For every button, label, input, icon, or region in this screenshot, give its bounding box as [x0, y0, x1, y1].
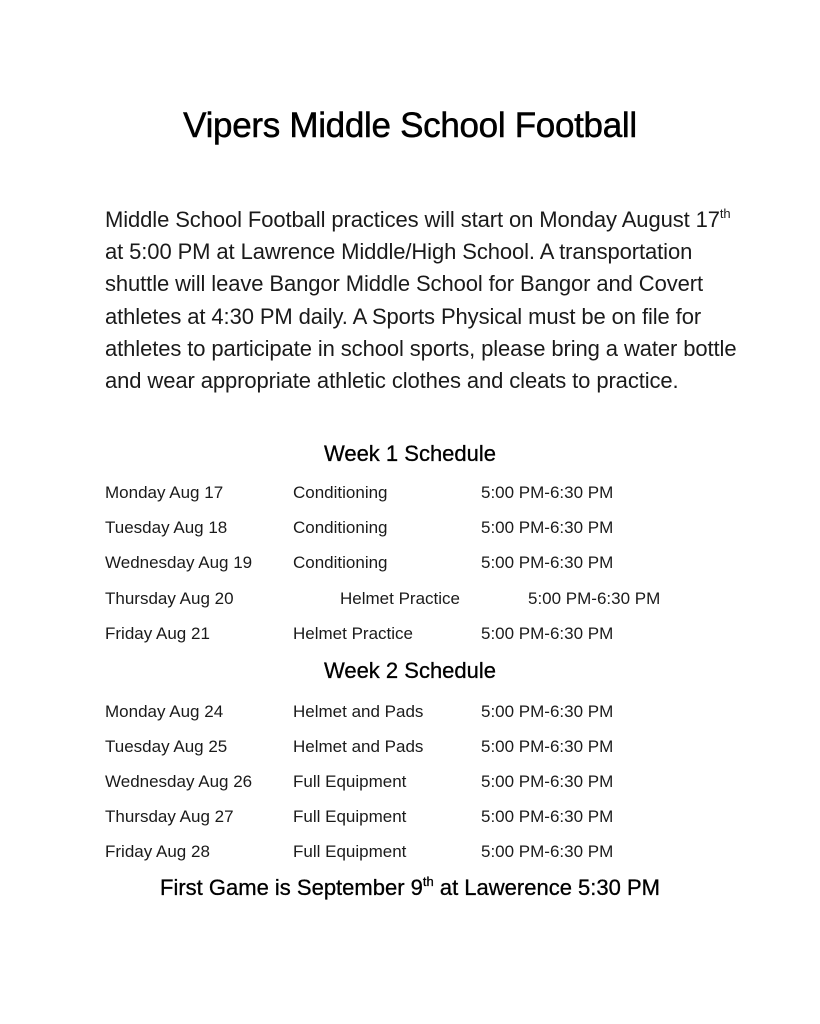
row-day: Wednesday Aug 26 — [105, 772, 253, 791]
schedule-row — [0, 587, 820, 611]
row-activity: Full Equipment — [293, 772, 407, 791]
row-activity: Full Equipment — [293, 842, 407, 861]
row-activity: Helmet and Pads — [293, 737, 424, 756]
row-day: Thursday Aug 20 — [105, 589, 234, 608]
row-activity: Conditioning — [293, 483, 388, 502]
row-activity: Helmet Practice — [293, 624, 413, 643]
row-day: Friday Aug 21 — [105, 624, 210, 643]
row-activity: Helmet and Pads — [293, 702, 424, 721]
week2-heading: Week 2 Schedule — [323, 658, 497, 683]
intro-text-start: Middle School Football practices will start on Monday August 17 — [105, 207, 720, 232]
schedule-row — [0, 700, 820, 724]
intro-text-end: at 5:00 PM at Lawrence Middle/High School. A transportation shuttle will leave Bangor Middle School for Bangor and Covert athletes at 4:30 PM daily. A Sports Physical must be on file for athletes to participate in school sports, please bring a water bottle and wear appropriate athletic clothes and cleats to practice. — [105, 239, 737, 394]
row-time: 5:00 PM-6:30 PM — [481, 737, 614, 756]
row-time: 5:00 PM-6:30 PM — [528, 589, 661, 608]
row-activity: Helmet Practice — [340, 589, 460, 608]
row-day: Tuesday Aug 25 — [105, 737, 228, 756]
schedule-row — [0, 516, 820, 540]
schedule-row — [0, 551, 820, 575]
intro-superscript: th — [719, 205, 731, 221]
footer-text-start: First Game is September 9 — [160, 875, 423, 900]
row-time: 5:00 PM-6:30 PM — [481, 772, 614, 791]
row-activity: Conditioning — [293, 518, 388, 537]
row-time: 5:00 PM-6:30 PM — [481, 483, 614, 502]
row-day: Tuesday Aug 18 — [105, 518, 228, 537]
row-day: Thursday Aug 27 — [105, 807, 234, 826]
schedule-row — [0, 805, 820, 829]
schedule-row — [0, 735, 820, 759]
row-day: Monday Aug 17 — [105, 483, 224, 502]
schedule-row — [0, 770, 820, 794]
row-activity: Conditioning — [293, 553, 388, 572]
row-time: 5:00 PM-6:30 PM — [481, 842, 614, 861]
row-time: 5:00 PM-6:30 PM — [481, 702, 614, 721]
first-game-note — [0, 872, 820, 904]
schedule-row — [0, 622, 820, 646]
schedule-row — [0, 481, 820, 505]
footer-superscript: th — [422, 873, 434, 889]
intro-paragraph — [105, 204, 745, 397]
row-day: Friday Aug 28 — [105, 842, 210, 861]
page-title: Vipers Middle School Football — [183, 106, 637, 145]
row-day: Monday Aug 24 — [105, 702, 224, 721]
row-time: 5:00 PM-6:30 PM — [481, 553, 614, 572]
week1-heading: Week 1 Schedule — [323, 441, 497, 466]
row-activity: Full Equipment — [293, 807, 407, 826]
row-time: 5:00 PM-6:30 PM — [481, 518, 614, 537]
row-time: 5:00 PM-6:30 PM — [481, 624, 614, 643]
schedule-row — [0, 840, 820, 864]
footer-text-end: at Lawerence 5:30 PM — [433, 875, 660, 900]
row-time: 5:00 PM-6:30 PM — [481, 807, 614, 826]
row-day: Wednesday Aug 19 — [105, 553, 253, 572]
